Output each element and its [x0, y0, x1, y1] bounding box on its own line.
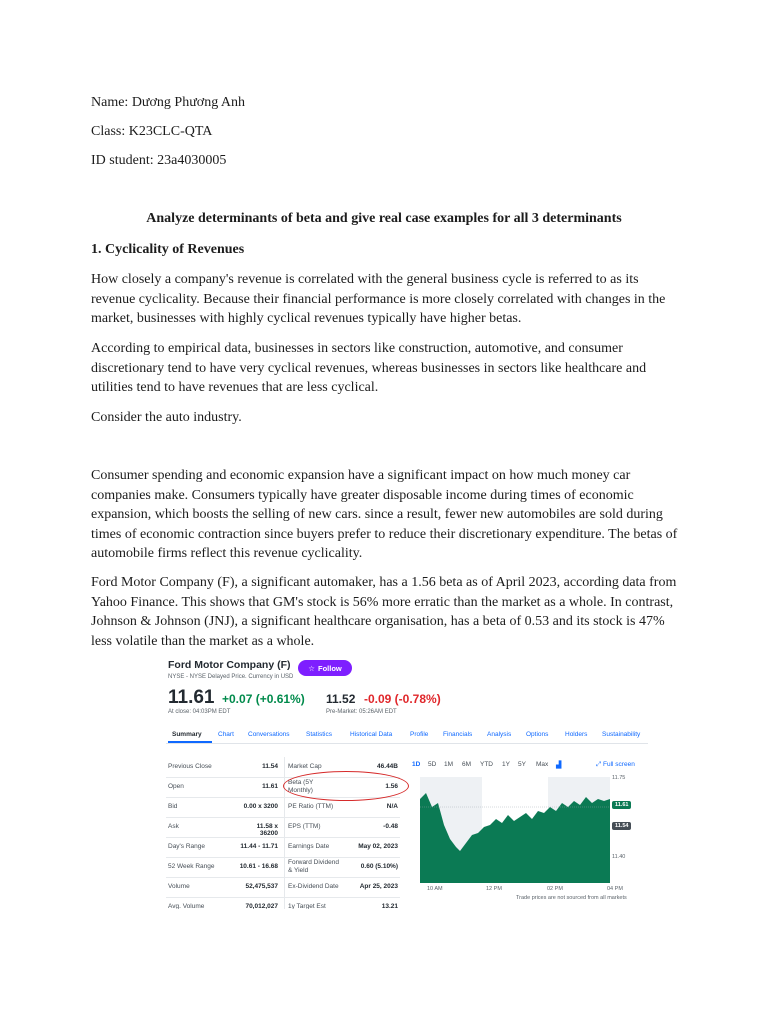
student-class: Class: K23CLC-QTA: [91, 124, 213, 139]
price-change: +0.07 (+0.61%): [222, 692, 305, 706]
range-1y[interactable]: 1Y: [502, 761, 510, 768]
tab-conversations[interactable]: Conversations: [248, 731, 290, 738]
x-tick-label: 04 PM: [607, 886, 623, 892]
column-divider: [284, 757, 285, 909]
fullscreen-link[interactable]: [596, 761, 635, 769]
last-price-flag: 11.61: [612, 801, 631, 809]
document-title: Analyze determinants of beta and give real case examples for all 3 determinants: [146, 211, 622, 226]
mountain-chart-icon[interactable]: ▟: [556, 762, 562, 769]
quote-tabs: [166, 727, 648, 744]
student-id: ID student: 23a4030005: [91, 153, 227, 168]
pre-market-note: Pre-Market: 05:26AM EDT: [326, 709, 397, 715]
table-row: Volume 52,475,537 Ex-Dividend Date Apr 25, 2023: [166, 877, 400, 898]
tab-statistics[interactable]: Statistics: [306, 731, 333, 738]
range-5d[interactable]: 5D: [428, 761, 437, 768]
pre-market-change: -0.09 (-0.78%): [364, 692, 441, 706]
star-icon: ☆: [308, 663, 315, 673]
tab-chart[interactable]: Chart: [218, 731, 234, 738]
x-tick-label: 10 AM: [427, 886, 443, 892]
range-1m[interactable]: 1M: [444, 761, 454, 768]
tab-profile[interactable]: Profile: [410, 731, 429, 738]
range-1d[interactable]: 1D: [412, 761, 421, 768]
table-row: Avg. Volume 70,012,027 1y Target Est 13.21: [168, 903, 398, 909]
tab-holders[interactable]: Holders: [565, 731, 588, 738]
follow-label: Follow: [317, 663, 342, 673]
close-time-note: At close: 04:03PM EDT: [168, 709, 231, 715]
table-row: 52 Week Range 10.61 - 16.68 Forward Dividend & Yield 0.60 (5.10%): [166, 857, 400, 878]
table-row: Ask 11.58 x 36200 EPS (TTM) -0.48: [166, 817, 400, 838]
active-tab-indicator: [168, 741, 212, 743]
range-max[interactable]: Max: [536, 761, 549, 768]
paragraph-4: Consumer spending and economic expansion have a significant impact on how much money car companies make. Consumers typically have greater disposable income during times of economic expansion, which boosts the selling of new cars. since a result, fewer new automobiles are sold during times of economic contraction since buyers prefer to reduce their discretionary expenditure. The betas of automobile firms reflect this revenue cyclicality.: [91, 468, 678, 562]
exchange-info: NYSE - NYSE Delayed Price. Currency in USD: [168, 674, 294, 680]
table-row: Open 11.61 Beta (5Y Monthly) 1.56: [166, 777, 400, 798]
last-price: 11.61: [168, 687, 215, 708]
x-tick-label: 02 PM: [547, 886, 563, 892]
tab-options[interactable]: Options: [526, 731, 549, 738]
tab-summary[interactable]: Summary: [172, 731, 202, 738]
table-row: Bid 0.00 x 3200 PE Ratio (TTM) N/A: [166, 797, 400, 818]
paragraph-3: Consider the auto industry.: [91, 410, 242, 425]
range-5y[interactable]: 5Y: [518, 761, 526, 768]
x-tick-label: 12 PM: [486, 886, 502, 892]
tab-historical-data[interactable]: Historical Data: [350, 731, 393, 738]
range-ytd[interactable]: YTD: [480, 761, 493, 768]
paragraph-5: Ford Motor Company (F), a significant automaker, has a 1.56 beta as of April 2023, according data from Yahoo Finance. This shows that GM's stock is 56% more erratic than the market as a whole. In contrast, Johnson & Johnson (JNJ), a significant healthcare organisation, has a beta of 0.53 and its stock is 47% less volatile than the market as a whole.: [91, 575, 677, 649]
follow-button[interactable]: [298, 660, 352, 676]
tab-sustainability[interactable]: Sustainability: [602, 731, 641, 738]
tab-financials[interactable]: Financials: [443, 731, 473, 738]
pre-market-price: 11.52: [326, 692, 356, 706]
student-name: Name: Dương Phương Anh: [91, 95, 246, 110]
previous-close-flag: 11.54: [612, 822, 631, 830]
section-heading: 1. Cyclicality of Revenues: [91, 242, 245, 257]
chart-footnote: Trade prices are not sourced from all markets: [516, 895, 627, 901]
intraday-price-chart: [420, 777, 610, 883]
fullscreen-label: Full screen: [603, 761, 635, 768]
table-row: Previous Close 11.54 Market Cap 46.44B: [166, 757, 400, 778]
beta-highlight-circle: [283, 771, 409, 801]
table-row: Day's Range 11.44 - 11.71 Earnings Date May 02, 2023: [166, 837, 400, 858]
expand-icon: ⤢: [596, 761, 602, 768]
range-6m[interactable]: 6M: [462, 761, 472, 768]
stock-quote-screenshot: [166, 657, 648, 909]
paragraph-2: According to empirical data, businesses in sectors like construction, automotive, and consumer discretionary tend to have very cyclical revenues, whereas businesses in sectors like healthcare and utilities tend to have revenues that are less cyclical.: [91, 341, 647, 396]
company-name: Ford Motor Company (F): [168, 659, 291, 671]
tab-analysis[interactable]: Analysis: [487, 731, 512, 738]
paragraph-1: How closely a company's revenue is correlated with the general business cycle is referred to as its revenue cyclicality. Because their financial performance is more closely correlated with changes in the market, businesses with highly cyclical revenues typically have higher betas.: [91, 272, 666, 327]
y-tick-label: 11.75: [612, 775, 626, 781]
y-tick-label: 11.40: [612, 854, 626, 860]
